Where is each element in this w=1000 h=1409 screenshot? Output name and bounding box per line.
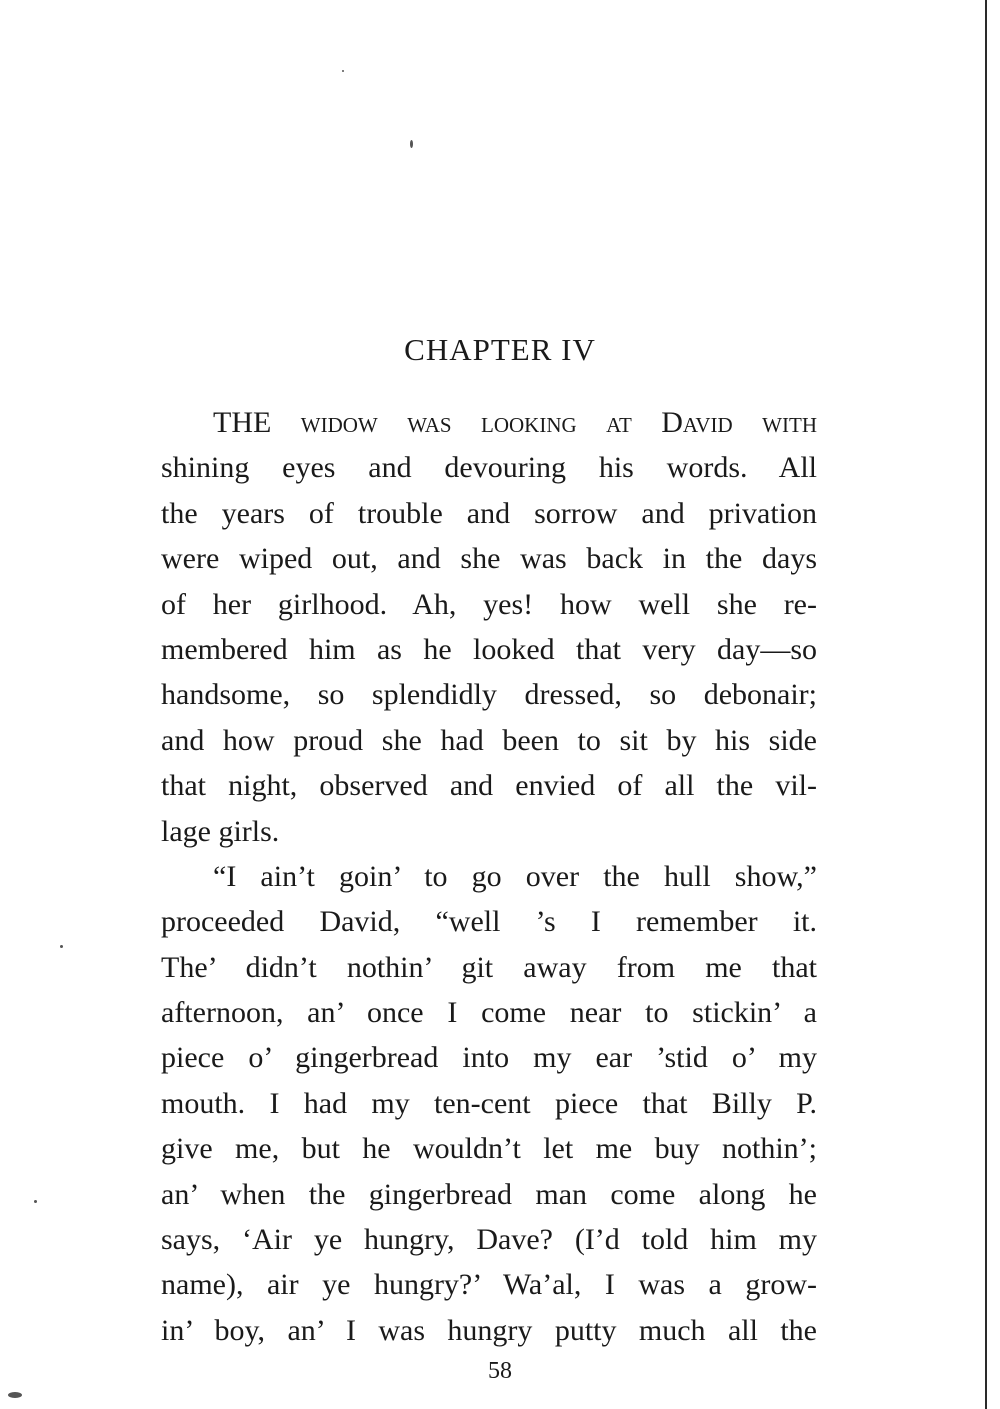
text-line: shining eyes and devouring his words. All: [161, 451, 817, 485]
body-text: [161, 400, 817, 1353]
text-line: give me, but he wouldn’t let me buy nothin’;: [161, 1132, 817, 1166]
text-line: that night, observed and envied of all the vil-: [161, 769, 817, 803]
ink-speck: [34, 1200, 37, 1203]
text-line: THE widow was looking at David with: [213, 406, 817, 439]
text-line: in’ boy, an’ I was hungry putty much all the: [161, 1313, 817, 1347]
text-line: of her girlhood. Ah, yes! how well she re-: [161, 587, 817, 621]
text-line: The’ didn’t nothin’ git away from me that: [161, 950, 817, 984]
ink-speck: [342, 70, 344, 72]
text-line: lage girls.: [161, 814, 280, 848]
chapter-heading: CHAPTER IV: [404, 332, 596, 367]
ink-speck: [60, 945, 63, 948]
text-line: mouth. I had my ten-cent piece that Billy P.: [161, 1086, 817, 1120]
page-number: 58: [488, 1358, 512, 1384]
text-line: membered him as he looked that very day—so: [161, 632, 817, 666]
text-line: the years of trouble and sorrow and privation: [161, 496, 817, 530]
page-edge-rule: [985, 0, 987, 1409]
ink-speck: [410, 140, 413, 148]
text-line: and how proud she had been to sit by his side: [161, 723, 817, 757]
text-line: an’ when the gingerbread man come along he: [161, 1177, 817, 1211]
text-line: proceeded David, “well ’s I remember it.: [161, 905, 817, 939]
ink-speck: [8, 1392, 22, 1398]
text-line: handsome, so splendidly dressed, so debonair;: [161, 678, 817, 712]
text-line: were wiped out, and she was back in the days: [161, 542, 817, 576]
text-line: afternoon, an’ once I come near to stickin’ a: [161, 996, 817, 1030]
text-line: name), air ye hungry?’ Wa’al, I was a grow-: [161, 1268, 817, 1302]
text-line: “I ain’t goin’ to go over the hull show,”: [213, 859, 817, 893]
text-line: says, ‘Air ye hungry, Dave? (I’d told him my: [161, 1223, 817, 1257]
text-line: piece o’ gingerbread into my ear ’stid o’ my: [161, 1041, 817, 1075]
